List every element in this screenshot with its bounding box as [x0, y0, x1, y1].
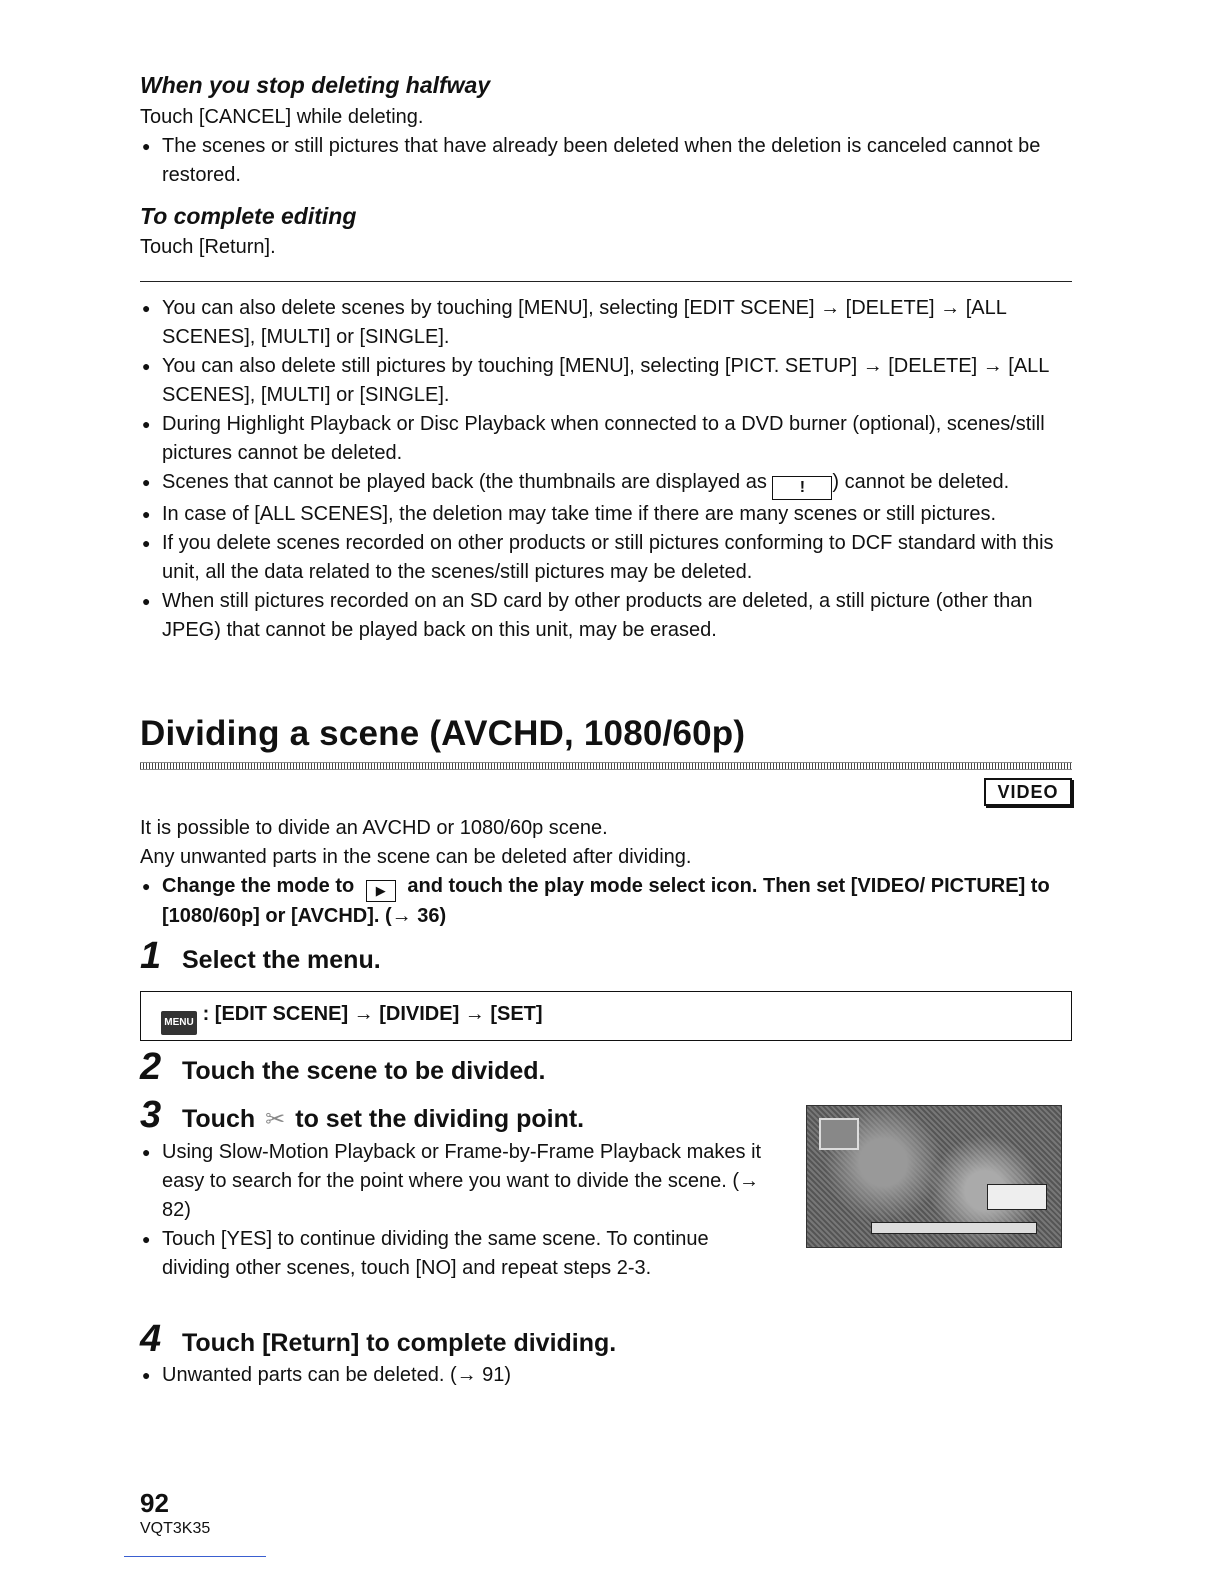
list-item: ● Using Slow-Motion Playback or Frame-by-Frame Playback makes it easy to search for the point where you want to divide the scene. (→ 82) — [142, 1141, 762, 1221]
mode-instruction — [140, 872, 1060, 931]
list-item: ● During Highlight Playback or Disc Playback when connected to a DVD burner (optional), scenes/still pictures cannot be deleted. — [142, 413, 1045, 464]
step-number: 2 — [140, 1046, 162, 1088]
list-item: ● Scenes that cannot be played back (the thumbnails are displayed as ! ) cannot be deleted. — [140, 468, 1072, 500]
unplayable-thumbnail-icon: ! — [772, 476, 832, 500]
subheading-stop-deleting: When you stop deleting halfway — [140, 72, 491, 98]
video-mode-badge: VIDEO — [984, 778, 1072, 806]
list-item: ● You can also delete still pictures by touching [MENU], selecting [PICT. SETUP] → [DELETE] → [ALL SCENES], [MULTI] or [SINGLE]. — [142, 355, 1049, 406]
step-4-notes — [140, 1361, 1040, 1390]
menu-icon: MENU — [161, 1011, 197, 1035]
step-number: 1 — [140, 935, 162, 977]
list-item: ● You can also delete scenes by touching [MENU], selecting [EDIT SCENE] → [DELETE] → [ALL SCENES], [MULTI] or [SINGLE]. — [142, 297, 1007, 348]
scissors-icon: ✂ — [265, 1106, 286, 1133]
set-button — [987, 1184, 1047, 1210]
step-2 — [140, 1046, 545, 1089]
list-item: ● When still pictures recorded on an SD card by other products are deleted, a still picture (other than JPEG) that cannot be played back on this unit, may be erased. — [142, 590, 1033, 641]
subheading-complete-editing: To complete editing — [140, 203, 357, 229]
section-title: Dividing a scene (AVCHD, 1080/60p) — [140, 714, 746, 753]
notes-list — [140, 294, 1072, 645]
list-item: ● The scenes or still pictures that have already been deleted when the deletion is canceled cannot be restored. — [142, 135, 1041, 186]
step-3 — [140, 1094, 584, 1137]
stop-deleting-text: Touch [CANCEL] while deleting. — [140, 106, 424, 128]
step-3-notes — [140, 1138, 780, 1283]
page-number: 92 — [140, 1488, 169, 1518]
step-4 — [140, 1318, 616, 1361]
step-number: 4 — [140, 1318, 162, 1360]
list-item: ● Unwanted parts can be deleted. (→ 91) — [142, 1364, 512, 1386]
document-code: VQT3K35 — [140, 1520, 211, 1537]
list-item: ● In case of [ALL SCENES], the deletion may take time if there are many scenes or still pictures. — [142, 503, 997, 525]
intro-line-2: Any unwanted parts in the scene can be deleted after dividing. — [140, 846, 692, 868]
progress-bar — [871, 1222, 1037, 1234]
divide-screen-image — [806, 1105, 1062, 1248]
list-item: ● If you delete scenes recorded on other products or still pictures conforming to DCF standard with this unit, all the data related to the scenes/still pictures may be deleted. — [142, 532, 1054, 583]
footer-line — [124, 1556, 266, 1557]
step-text: Touch [Return] to complete dividing. — [182, 1329, 617, 1357]
menu-path: : [EDIT SCENE] → [DIVIDE] → [SET] — [202, 1003, 543, 1025]
title-underline — [140, 762, 1072, 770]
divider-line — [140, 281, 1072, 282]
step-text: Touch ✂ to set the dividing point. — [182, 1105, 585, 1133]
step-text: Touch the scene to be divided. — [182, 1057, 546, 1085]
menu-path-box — [140, 991, 1072, 1041]
list-item: ● Touch [YES] to continue dividing the same scene. To continue dividing other scenes, touch [NO] and repeat steps 2-3. — [142, 1228, 709, 1279]
step-number: 3 — [140, 1094, 162, 1136]
stop-deleting-bullets — [140, 132, 1070, 190]
list-item: ● Change the mode to ▶ and touch the play mode select icon. Then set [VIDEO/ PICTURE] to [1080/60p] or [AVCHD]. (→ 36) — [142, 875, 1050, 927]
playback-mode-icon: ▶ — [366, 880, 396, 902]
step-text: Select the menu. — [182, 946, 381, 974]
complete-editing-text: Touch [Return]. — [140, 236, 276, 258]
step-1 — [140, 935, 381, 978]
thumbnail-icon — [819, 1118, 859, 1150]
intro-line-1: It is possible to divide an AVCHD or 1080/60p scene. — [140, 817, 608, 839]
